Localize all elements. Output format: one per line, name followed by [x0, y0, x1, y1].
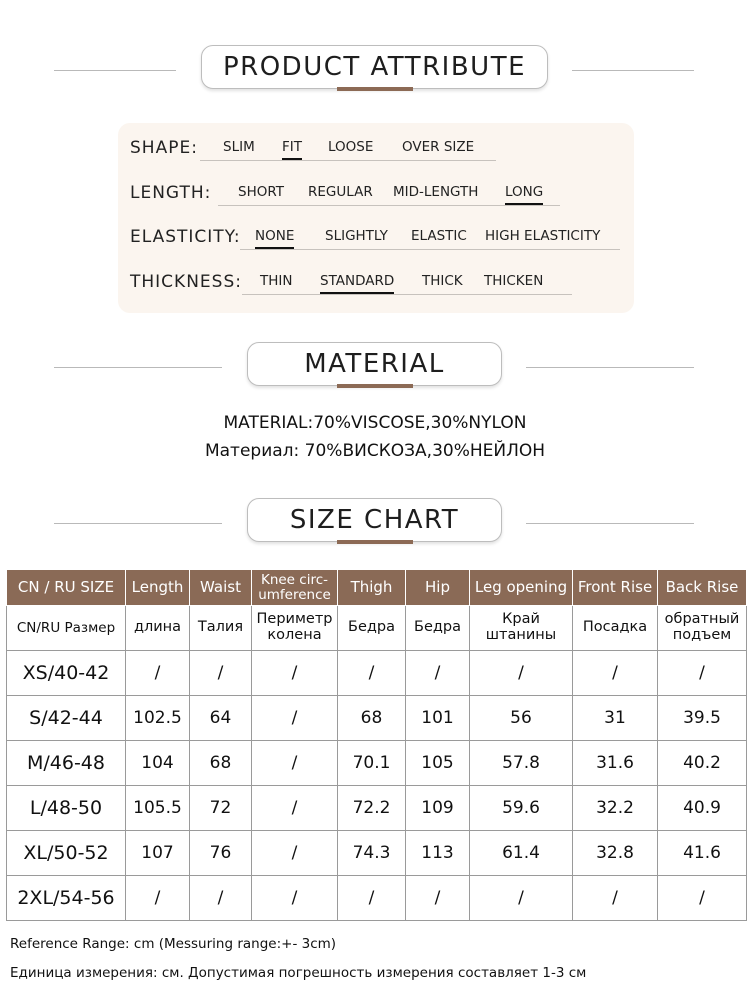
product-attribute-header [0, 45, 750, 95]
table-cell: XL/50-52 [7, 831, 126, 876]
table-cell: / [252, 876, 338, 921]
reference-range-note-ru: Единица измерения: см. Допустимая погрешность измерения составляет 1-3 см [10, 965, 587, 981]
option-none [255, 228, 294, 244]
selected-marker [320, 292, 394, 295]
column-header-hip: Hip [406, 570, 470, 606]
table-cell: 57.8 [470, 741, 573, 786]
option-slim: SLIM [223, 139, 255, 155]
table-row [7, 786, 747, 831]
table-cell: Талия [190, 606, 252, 651]
table-cell: Посадка [573, 606, 658, 651]
accent-bar [337, 540, 413, 544]
divider-left [54, 367, 222, 368]
table-cell: 70.1 [338, 741, 406, 786]
table-cell: 107 [126, 831, 190, 876]
table-cell: 32.8 [573, 831, 658, 876]
table-row [7, 741, 747, 786]
divider-left [54, 523, 222, 524]
header-row-ru [7, 606, 747, 651]
table-cell: 31 [573, 696, 658, 741]
table-cell: 101 [406, 696, 470, 741]
divider-right [572, 70, 694, 71]
table-cell: 40.2 [658, 741, 747, 786]
column-header-length: Length [126, 570, 190, 606]
option-standard [320, 273, 394, 289]
table-cell: 59.6 [470, 786, 573, 831]
option-label: FIT [282, 139, 302, 155]
table-cell: 68 [338, 696, 406, 741]
selected-marker [255, 247, 294, 250]
table-cell: 72 [190, 786, 252, 831]
table-cell: 105.5 [126, 786, 190, 831]
option-label: STANDARD [320, 273, 395, 289]
table-cell: 113 [406, 831, 470, 876]
option-thicken: THICKEN [484, 273, 544, 289]
option-long [505, 184, 543, 200]
table-cell: / [338, 651, 406, 696]
table-cell: 76 [190, 831, 252, 876]
table-cell: 109 [406, 786, 470, 831]
section-title-box [201, 45, 548, 89]
table-row [7, 831, 747, 876]
option-label: LONG [505, 184, 544, 200]
table-cell: / [252, 831, 338, 876]
table-cell: 32.2 [573, 786, 658, 831]
attribute-row-elasticity [118, 222, 634, 252]
section-title-box [247, 342, 502, 386]
table-cell: 72.2 [338, 786, 406, 831]
attribute-baseline [200, 160, 496, 161]
section-title-box [247, 498, 502, 542]
table-cell: 105 [406, 741, 470, 786]
table-cell: / [252, 786, 338, 831]
column-header-front-rise: Front Rise [573, 570, 658, 606]
option-high-elasticity: HIGH ELASTICITY [485, 228, 601, 244]
table-cell: 41.6 [658, 831, 747, 876]
table-cell: 64 [190, 696, 252, 741]
attribute-row-shape [118, 133, 634, 163]
table-cell: / [406, 876, 470, 921]
attribute-baseline [218, 205, 560, 206]
table-cell: / [252, 741, 338, 786]
option-short: SHORT [238, 184, 284, 200]
table-row [7, 876, 747, 921]
option-loose: LOOSE [328, 139, 374, 155]
attribute-label: SHAPE: [130, 138, 198, 158]
table-cell: 39.5 [658, 696, 747, 741]
table-cell: 68 [190, 741, 252, 786]
attribute-row-thickness [118, 267, 634, 297]
attribute-baseline [240, 249, 620, 250]
attribute-panel [118, 123, 634, 313]
table-row [7, 696, 747, 741]
header-row [7, 570, 747, 606]
table-cell: Край штанины [470, 606, 573, 651]
section-title: SIZE CHART [289, 505, 460, 535]
column-header-knee: Knee circ-umference [252, 570, 338, 606]
table-cell: / [252, 651, 338, 696]
table-cell: / [406, 651, 470, 696]
option-mid-length: MID-LENGTH [393, 184, 479, 200]
table-cell: 61.4 [470, 831, 573, 876]
table-cell: Периметр колена [252, 606, 338, 651]
table-row [7, 651, 747, 696]
table-cell: 74.3 [338, 831, 406, 876]
attribute-label: ELASTICITY: [130, 227, 241, 247]
selected-marker [282, 158, 302, 161]
table-cell: обратный подъем [658, 606, 747, 651]
table-cell: 40.9 [658, 786, 747, 831]
table-cell: / [252, 696, 338, 741]
table-cell: длина [126, 606, 190, 651]
column-header-waist: Waist [190, 570, 252, 606]
option-thick: THICK [422, 273, 463, 289]
size-chart-header [0, 498, 750, 548]
option-elastic: ELASTIC [411, 228, 467, 244]
reference-range-note-en: Reference Range: cm (Messuring range:+- 3cm) [10, 936, 337, 952]
divider-right [526, 523, 694, 524]
table-cell: Бедра [406, 606, 470, 651]
option-over-size: OVER SIZE [402, 139, 475, 155]
size-chart-table [6, 569, 747, 921]
option-fit [282, 139, 302, 155]
table-cell: / [470, 876, 573, 921]
option-regular: REGULAR [308, 184, 373, 200]
divider-right [526, 367, 694, 368]
table-cell: Бедра [338, 606, 406, 651]
attribute-label: LENGTH: [130, 183, 212, 203]
table-cell: / [190, 651, 252, 696]
table-cell: 104 [126, 741, 190, 786]
attribute-row-length [118, 178, 634, 208]
divider-left [54, 70, 176, 71]
section-title: PRODUCT ATTRIBUTE [222, 52, 527, 82]
table-cell: 56 [470, 696, 573, 741]
option-label: NONE [255, 228, 295, 244]
table-cell: / [573, 876, 658, 921]
accent-bar [337, 87, 413, 91]
table-cell: M/46-48 [7, 741, 126, 786]
attribute-baseline [242, 294, 572, 295]
table-cell: 102.5 [126, 696, 190, 741]
table-cell: L/48-50 [7, 786, 126, 831]
option-thin: THIN [260, 273, 293, 289]
column-header-size: CN / RU SIZE [7, 570, 126, 606]
table-cell: S/42-44 [7, 696, 126, 741]
section-title: MATERIAL [304, 349, 445, 379]
table-cell: XS/40-42 [7, 651, 126, 696]
table-cell: / [126, 651, 190, 696]
table-cell: 2XL/54-56 [7, 876, 126, 921]
table-cell: CN/RU Размер [7, 606, 126, 651]
selected-marker [505, 203, 543, 206]
option-slightly: SLIGHTLY [325, 228, 388, 244]
table-cell: 31.6 [573, 741, 658, 786]
accent-bar [337, 384, 413, 388]
table-cell: / [658, 651, 747, 696]
table-cell: / [470, 651, 573, 696]
attribute-label: THICKNESS: [130, 272, 242, 292]
column-header-leg-opening: Leg opening [470, 570, 573, 606]
material-composition-en: MATERIAL:70%VISCOSE,30%NYLON [223, 413, 527, 433]
table-cell: / [338, 876, 406, 921]
material-header [0, 342, 750, 392]
table-cell: / [573, 651, 658, 696]
material-composition-ru: Материал: 70%ВИСКОЗА,30%НЕЙЛОН [204, 441, 546, 461]
table-cell: / [126, 876, 190, 921]
column-header-back-rise: Back Rise [658, 570, 747, 606]
table-cell: / [190, 876, 252, 921]
table-cell: / [658, 876, 747, 921]
column-header-thigh: Thigh [338, 570, 406, 606]
